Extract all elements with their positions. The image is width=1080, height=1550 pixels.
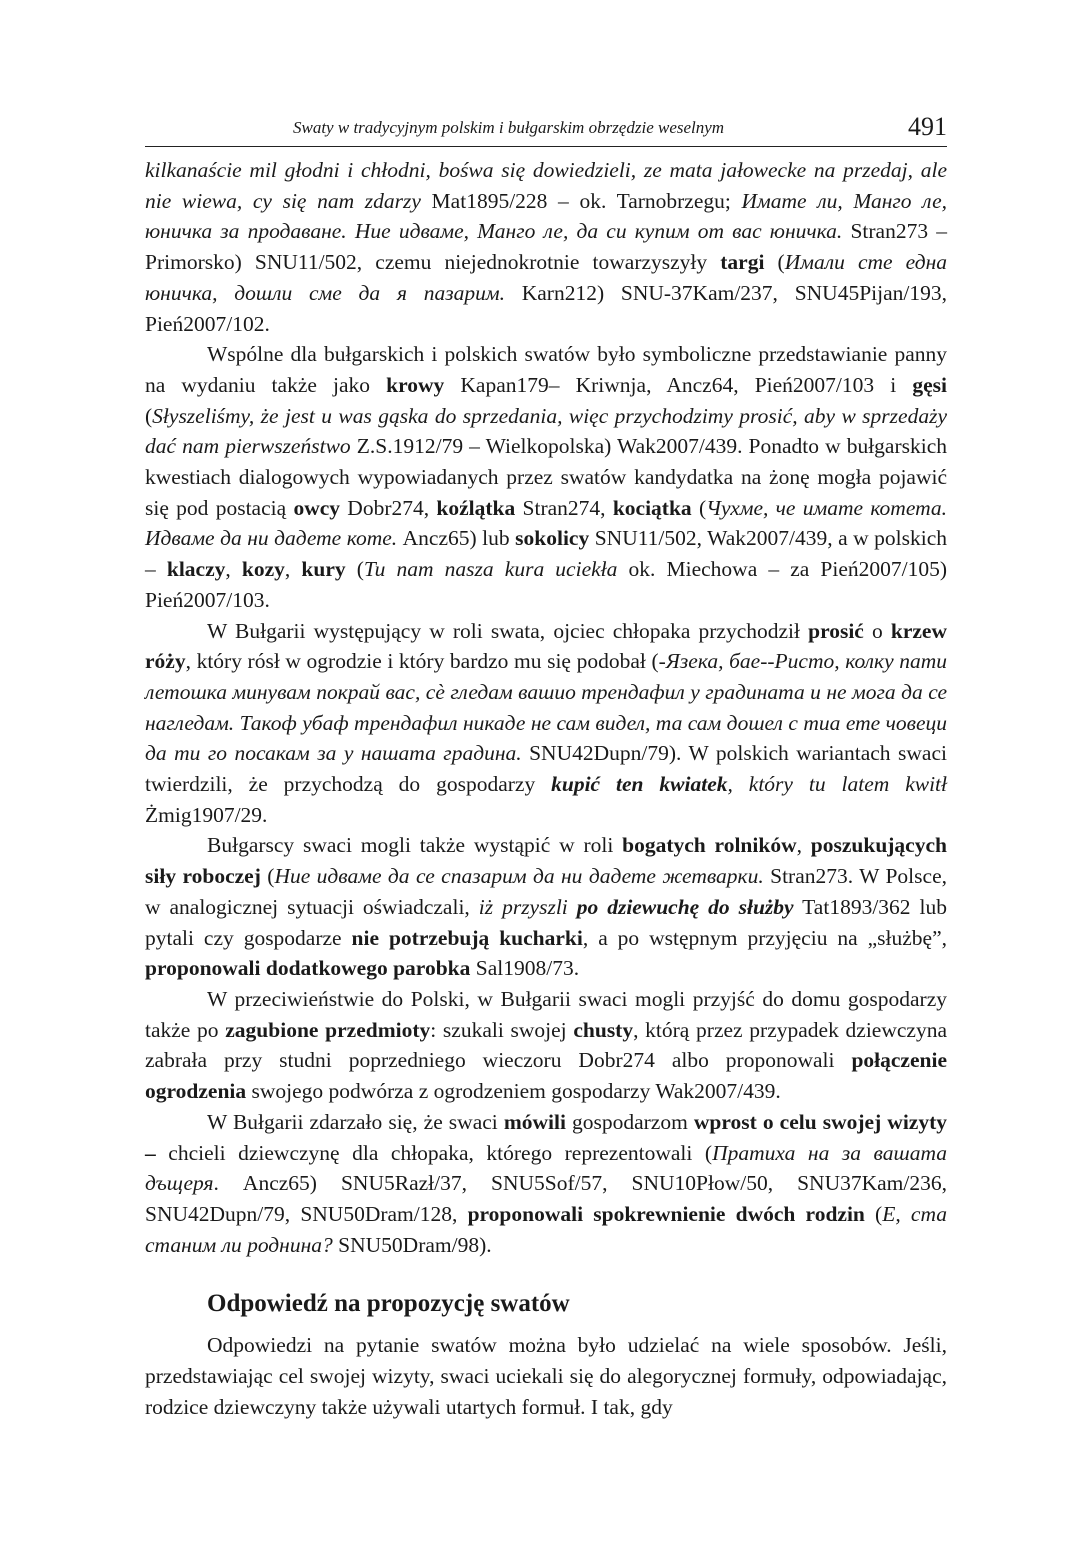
text-run: gospodarzom [565,1109,694,1134]
text-run: : szukali swojej [430,1017,574,1042]
text-run: krowy [386,372,445,397]
paragraph [145,616,947,831]
text-run: ok. Miechowa – za Pień2007/105) Pień2007/103. [145,557,948,612]
text-run: Sal1908/73. [470,956,580,981]
text-run: ( [864,1201,883,1226]
text-run: Karn212) SNU-37Kam/237, SNU45Pijan/193, Pień2007/102. [145,280,947,336]
text-run: , [225,557,242,582]
text-run: ( [260,864,275,889]
text-run: ( [345,557,364,582]
text-run: mówili [503,1109,566,1134]
text-run: Имали сте една юничка, дошли сме да я пазарим. [145,250,947,305]
text-run: Żmig1907/29. [145,802,268,827]
text-run: kilkanaście mil głodni i chłodni, bośwa się dowiedzieli, ze mata jałowecke na przedaj, ale nie wiewa, cy się nam zdarzy [145,158,947,213]
text-run: Tat1893/362 lub pytali czy gospodarze [145,894,947,950]
text-run: chusty [573,1017,634,1042]
text-run: chcieli dziewczynę dla chłopaka, którego reprezentowali ( [155,1140,713,1165]
text-run: Ние идваме да се спазарим да ни дадете жетварки. [274,864,764,889]
text-run: iż przyszli [478,894,577,919]
text-run: gęsi [912,372,947,397]
text-run: prosić [808,618,864,643]
text-run: owcy [293,495,341,520]
paragraph [145,1107,947,1261]
text-run: Dobr274, [340,495,437,520]
text-run: o [863,618,891,643]
text-run: bogatych rolników [622,833,797,858]
text-run: Stran274, [515,495,613,520]
text-run: Słyszeliśmy, że jest u was gąska do sprzedania, więc przychodzimy prosić, aby w sprzedaży dać nam pierwszeństwo [145,403,947,459]
text-run: Stran273. W Polsce, w analogicznej sytuacji oświadczali, [145,864,947,919]
text-run: , [284,557,302,582]
text-run: , [796,833,811,858]
text-run: Stran273 – Primorsko) SNU11/502, czemu niejednokrotnie towarzyszyły [145,219,947,275]
text-run: W przeciwieństwie do Polski, w Bułgarii swaci mogli przyjść do domu gospodarzy także po [145,986,947,1042]
text-run: E, ста станим ли роднина? [145,1201,947,1257]
text-run: , a po wstępnym przyjęciu na „służbę”, [582,925,948,950]
text-run: Mat1895/228 – ok. Tarnobrzegu; [420,188,742,213]
text-run: wprost o celu swojej wizyty – [145,1109,947,1165]
paragraph-list [145,155,947,1260]
text-run: Пратиха на за вашата дъщеря [145,1140,947,1196]
text-run: W Bułgarii występujący w roli swata, ojciec chłopaka przychodził [207,618,809,643]
paragraph [145,339,947,615]
text-run: W Bułgarii zdarzało się, że swaci [207,1109,504,1134]
text-run: , który tu latem kwitł [727,772,947,797]
text-run: kury [301,557,346,582]
text-run: Kapan179– Kriwnja, Ancz64, Pień2007/103 i [444,372,913,397]
text-run: sokolicy [515,526,590,551]
running-header [145,112,947,147]
text-run: Ancz65) lub [397,526,516,551]
text-run: po dziewuchę do służby [576,894,794,919]
paragraph [145,155,947,339]
text-run: Wspólne dla bułgarskich i polskich swatów było symboliczne przedstawianie panny na wydaniu także jako [145,342,947,397]
body-text [145,155,947,1422]
text-run: proponowali dodatkowego parobka [145,956,471,981]
text-run: , który rósł w ogrodzie i który bardzo mu się podobał ( [185,649,659,674]
text-run: proponowali spokrewnienie dwóch rodzin [467,1201,865,1226]
text-run: nie potrzebują kucharki [351,925,583,950]
text-run: -Язека, бае--Ристо, колку пати летошка минувам покрай вас, сè гледам вашио трендафил у градината и не мога да се нагледам. Такоф убаф трендафил никаде не сам видел, та сам дошел с тиа ете човеци да ти го посакам за у нашата градина. [145,649,948,766]
text-run: SNU50Dram/98). [332,1232,492,1257]
final-paragraph: Odpowiedzi na pytanie swatów można było udzielać na wiele sposobów. Jeśli, przedstawiając cel swojej wizyty, swaci uciekali się do alegorycznej formuły, odpowiadając, rodzice dziewczyny także używali utartych formuł. I tak, gdy [145,1333,947,1419]
running-title: Swaty w tradycyjnym polskim i bułgarskim obrzędzie weselnym [293,118,725,137]
text-run: swojego podwórza z ogrodzeniem gospodarzy Wak2007/439. [246,1079,781,1104]
paragraph [145,830,947,984]
text-run: . Ancz65) SNU5Razł/37, SNU5Sof/57, SNU10Płow/50, SNU37Kam/236, SNU42Dupn/79, SNU50Dram/128, [145,1171,947,1226]
section-heading: Odpowiedź na propozycję swatów [207,1290,570,1318]
text-run: SNU11/502, Wak2007/439, a w polskich – [145,526,948,582]
page-number: 491 [908,112,947,141]
text-run: ( [145,403,153,428]
text-run: klaczy [166,557,226,582]
text-run: kociątka [612,495,692,520]
text-run: Чухме, че имате котета. Идваме да ни дадете коте. [145,495,948,551]
text-run: SNU42Dupn/79). W polskich wariantach swaci twierdzili, że przychodzą do gospodarzy [145,741,947,797]
paragraph [145,984,947,1107]
text-run: Bułgarscy swaci mogli także wystąpić w roli [207,833,623,858]
text-run: poszukujących siły roboczej [145,833,947,889]
text-run: kupić ten kwiatek [551,772,728,797]
text-run: targi [720,250,765,275]
text-run: Z.S.1912/79 – Wielkopolska) Wak2007/439. Ponadto w bułgarskich kwestiach dialogowych wypowiadanych przez swatów kandydatka na żonę mogła pojawić się pod postacią [145,434,948,520]
text-run: koźlątka [436,495,516,520]
text-run: Tu nam nasza kura uciekła [363,557,618,582]
text-run: ( [764,250,785,275]
text-run: , którą przez przypadek dziewczyna zabrała przy studni poprzedniego wieczoru Dobr274 albo proponowali [145,1017,947,1073]
text-run: połączenie ogrodzenia [145,1048,947,1104]
text-run: Имате ли, Манго ле, юничка за продаване. Ние идваме, Манго ле, да си купим от вас юничка. [145,188,947,244]
text-run: krzew róży [145,618,947,674]
text-run: zagubione przedmioty [225,1017,431,1042]
text-run: kozy [241,557,285,582]
text-run: ( [691,495,707,520]
